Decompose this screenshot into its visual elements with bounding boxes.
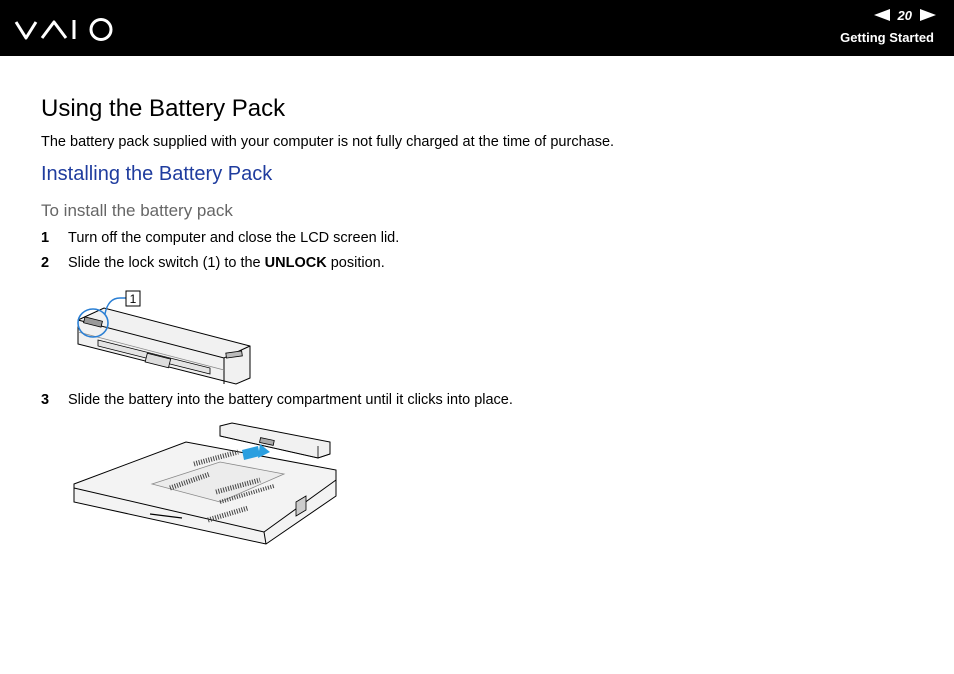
- step-text: Slide the battery into the battery compartment until it clicks into place.: [68, 392, 513, 408]
- step-3: [41, 392, 513, 408]
- page-title: Using the Battery Pack: [41, 95, 286, 122]
- step-2: [41, 255, 385, 271]
- step-text-part: position.: [326, 255, 385, 271]
- page-number: 20: [897, 7, 912, 23]
- section-name: Getting Started: [840, 30, 934, 45]
- section-subtitle: Installing the Battery Pack: [41, 163, 273, 185]
- step-text: Turn off the computer and close the LCD screen lid.: [68, 230, 400, 246]
- vaio-logo: [14, 14, 122, 44]
- step-number: 3: [41, 392, 50, 408]
- procedure-title: To install the battery pack: [41, 201, 233, 220]
- figure-callout: 1: [129, 292, 137, 306]
- page-header: [0, 0, 954, 56]
- intro-text: The battery pack supplied with your computer is not fully charged at the time of purchase.: [41, 134, 615, 150]
- next-page-icon[interactable]: [920, 9, 936, 21]
- step-text-bold: UNLOCK: [264, 255, 327, 271]
- battery-insert-illustration: [70, 422, 342, 554]
- step-number: 1: [41, 230, 50, 246]
- step-number: 2: [41, 255, 50, 271]
- step-text: [68, 255, 385, 271]
- step-1: [41, 230, 399, 246]
- battery-unlock-illustration: [70, 288, 260, 388]
- step-text-part: Slide the lock switch (1) to the: [68, 255, 265, 271]
- previous-page-icon[interactable]: [874, 9, 890, 21]
- page-navigation: [874, 6, 936, 24]
